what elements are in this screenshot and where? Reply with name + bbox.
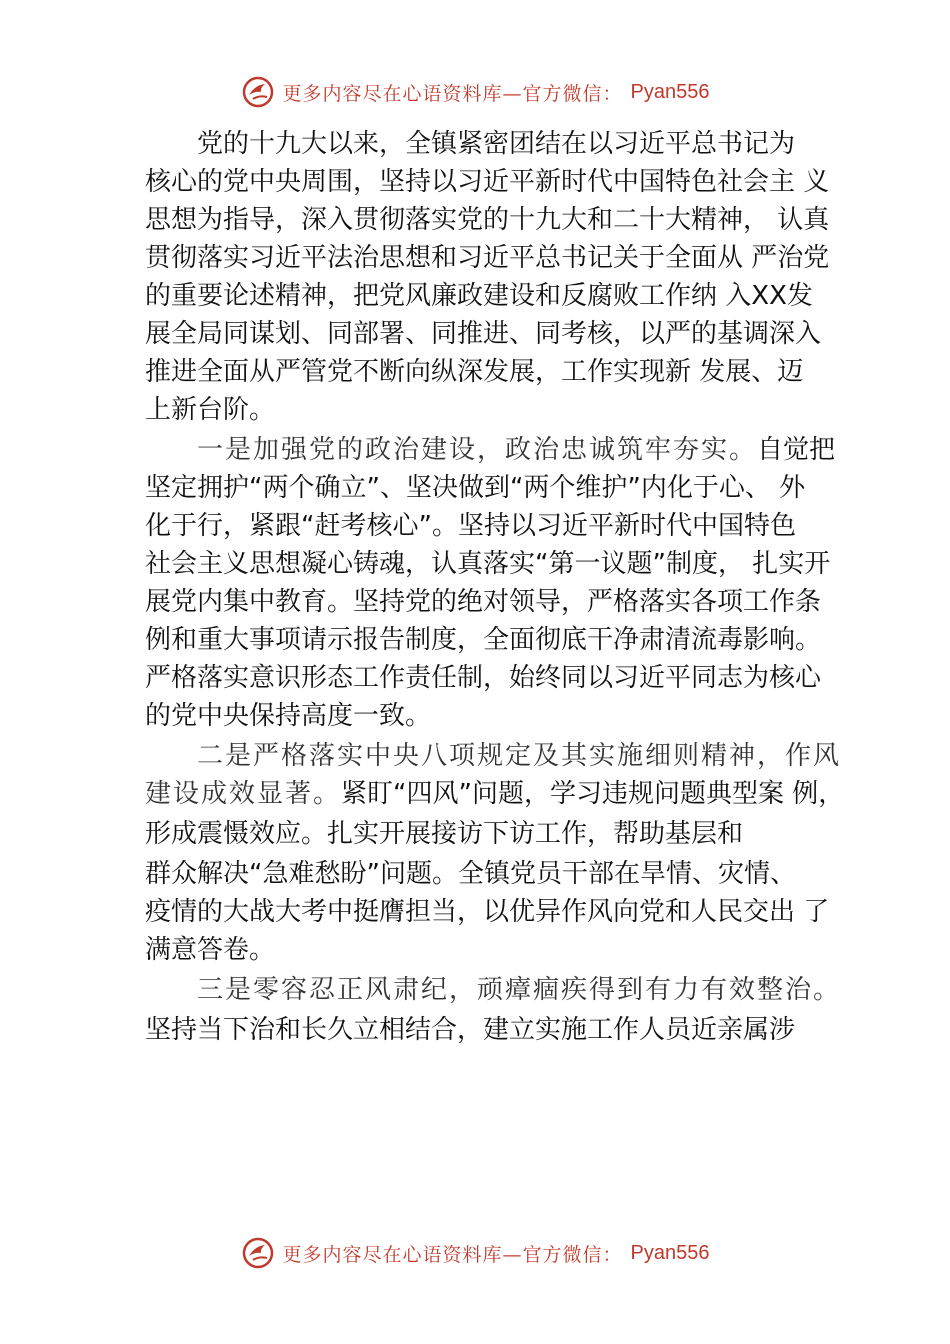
section-heading-cont: 建设成效显著。 — [145, 779, 342, 809]
paragraph-text: 紧盯“四风”问题，学习违规问题典型案 例， — [341, 779, 845, 809]
paragraph-line: 形成震慑效应。扎实开展接访下访工作，帮助基层和 — [145, 819, 744, 849]
paragraph-line: 的党中央保持高度一致。 — [145, 701, 432, 731]
section-heading: 三是零容忍正风肃纪，顽瘴痼疾得到有力有效整治。 — [197, 975, 842, 1005]
watermark-header — [0, 72, 950, 112]
paragraph-line: 的重要论述精神，把党风廉政建设和反腐败工作纳 入XX发 — [145, 281, 813, 311]
paragraph-line: 党的十九大以来，全镇紧密团结在以习近平总书记为 — [197, 129, 796, 159]
paragraph-line: 坚持当下治和长久立相结合，建立实施工作人员近亲属涉 — [145, 1015, 796, 1045]
watermark-text: 更多内容尽在心语资料库—官方微信： — [282, 1243, 623, 1266]
paragraph-text: 自觉把 — [757, 435, 836, 465]
watermark-text: 更多内容尽在心语资料库—官方微信： — [282, 82, 623, 105]
paragraph-line: 疫情的大战大考中挺膺担当，以优异作风向党和人民交出 了 — [145, 897, 830, 927]
paragraph-line: 坚定拥护“两个确立”、坚决做到“两个维护”内化于心、 外 — [145, 473, 806, 503]
paragraph-line: 展全局同谋划、同部署、同推进、同考核，以严的基调深入 — [145, 319, 822, 349]
paragraph-line: 社会主义思想凝心铸魂，认真落实“第一议题”制度， 扎实开 — [145, 549, 831, 579]
paragraph-line: 满意答卷。 — [145, 935, 276, 965]
section-heading-line — [145, 776, 844, 812]
paragraph-line: 化于行，紧跟“赶考核心”。坚持以习近平新时代中国特色 — [145, 511, 796, 541]
bird-seal-logo-icon — [241, 75, 275, 109]
watermark-wechat-id: Pyan556 — [630, 1241, 710, 1264]
paragraph-line: 群众解决“急难愁盼”问题。全镇党员干部在旱情、灾情、 — [145, 859, 796, 889]
paragraph-line: 例和重大事项请示报告制度，全面彻底干净肃清流毒影响。 — [145, 625, 822, 655]
watermark-footer — [0, 1233, 950, 1273]
watermark-wechat-id: Pyan556 — [630, 80, 710, 103]
paragraph-line: 思想为指导，深入贯彻落实党的十九大和二十大精神， 认真 — [145, 205, 830, 235]
paragraph-line: 贯彻落实习近平法治思想和习近平总书记关于全面从 严治党 — [145, 243, 830, 273]
paragraph-line: 核心的党中央周围，坚持以习近平新时代中国特色社会主 义 — [145, 167, 830, 197]
paragraph-line: 严格落实意识形态工作责任制，始终同以习近平同志为核心 — [145, 663, 822, 693]
paragraph-line: 展党内集中教育。坚持党的绝对领导，严格落实各项工作条 — [145, 587, 822, 617]
section-heading: 二是严格落实中央八项规定及其实施细则精神，作风 — [197, 741, 842, 771]
paragraph-line: 推进全面从严管党不断向纵深发展，工作实现新 发展、迈 — [145, 357, 804, 387]
bird-seal-logo-icon — [241, 1236, 275, 1270]
section-heading: 一是加强党的政治建设，政治忠诚筑牢夯实。 — [197, 435, 758, 465]
section-heading-line — [197, 432, 835, 468]
paragraph-line: 上新台阶。 — [145, 395, 276, 425]
